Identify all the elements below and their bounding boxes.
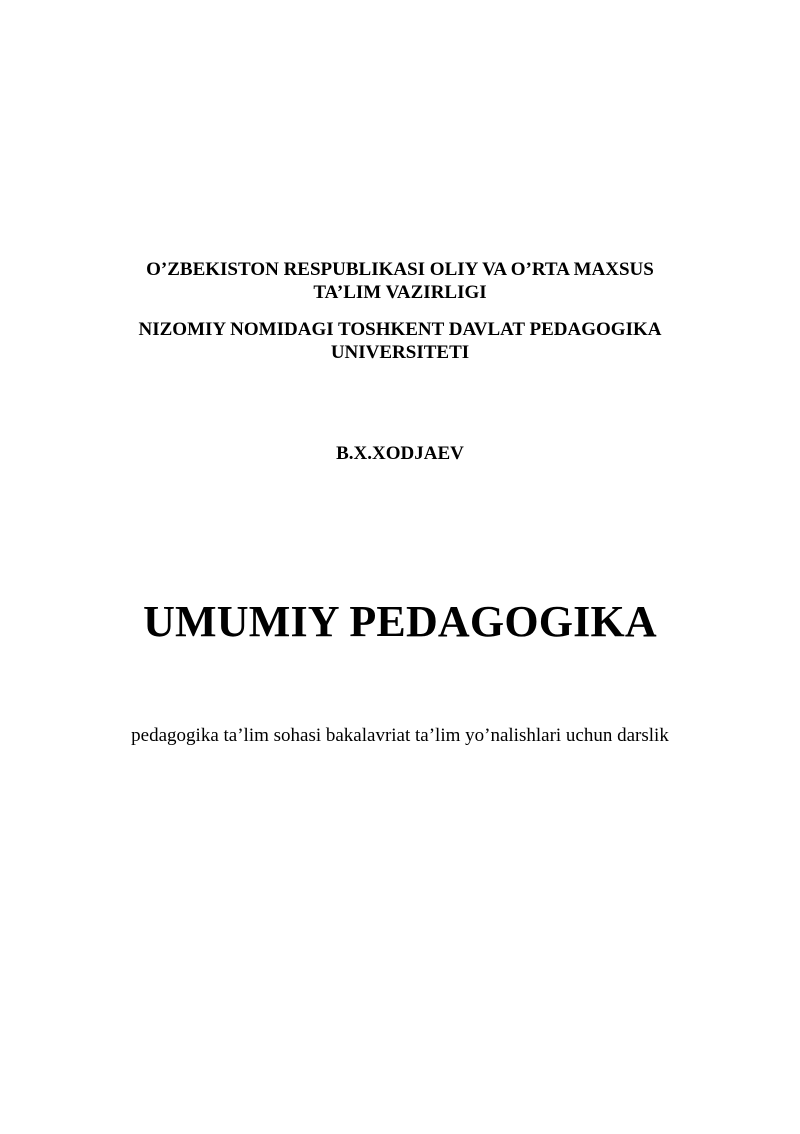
university-heading [0, 318, 800, 364]
book-title: UMUMIY PEDAGOGIKA [143, 597, 657, 646]
book-subtitle: pedagogika ta’lim sohasi bakalavriat ta’lim yo’nalishlari uchun darslik [131, 725, 669, 746]
university-heading-line-2: UNIVERSITETI [330, 342, 470, 363]
ministry-heading-line-2: TA’LIM VAZIRLIGI [313, 282, 487, 303]
author-name: B.X.XODJAEV [336, 443, 464, 464]
university-heading-line-1: NIZOMIY NOMIDAGI TOSHKENT DAVLAT PEDAGOGIKA [138, 319, 662, 340]
ministry-heading-line-1: O’ZBEKISTON RESPUBLIKASI OLIY VA O’RTA MAXSUS [146, 259, 654, 280]
ministry-heading [0, 258, 800, 304]
